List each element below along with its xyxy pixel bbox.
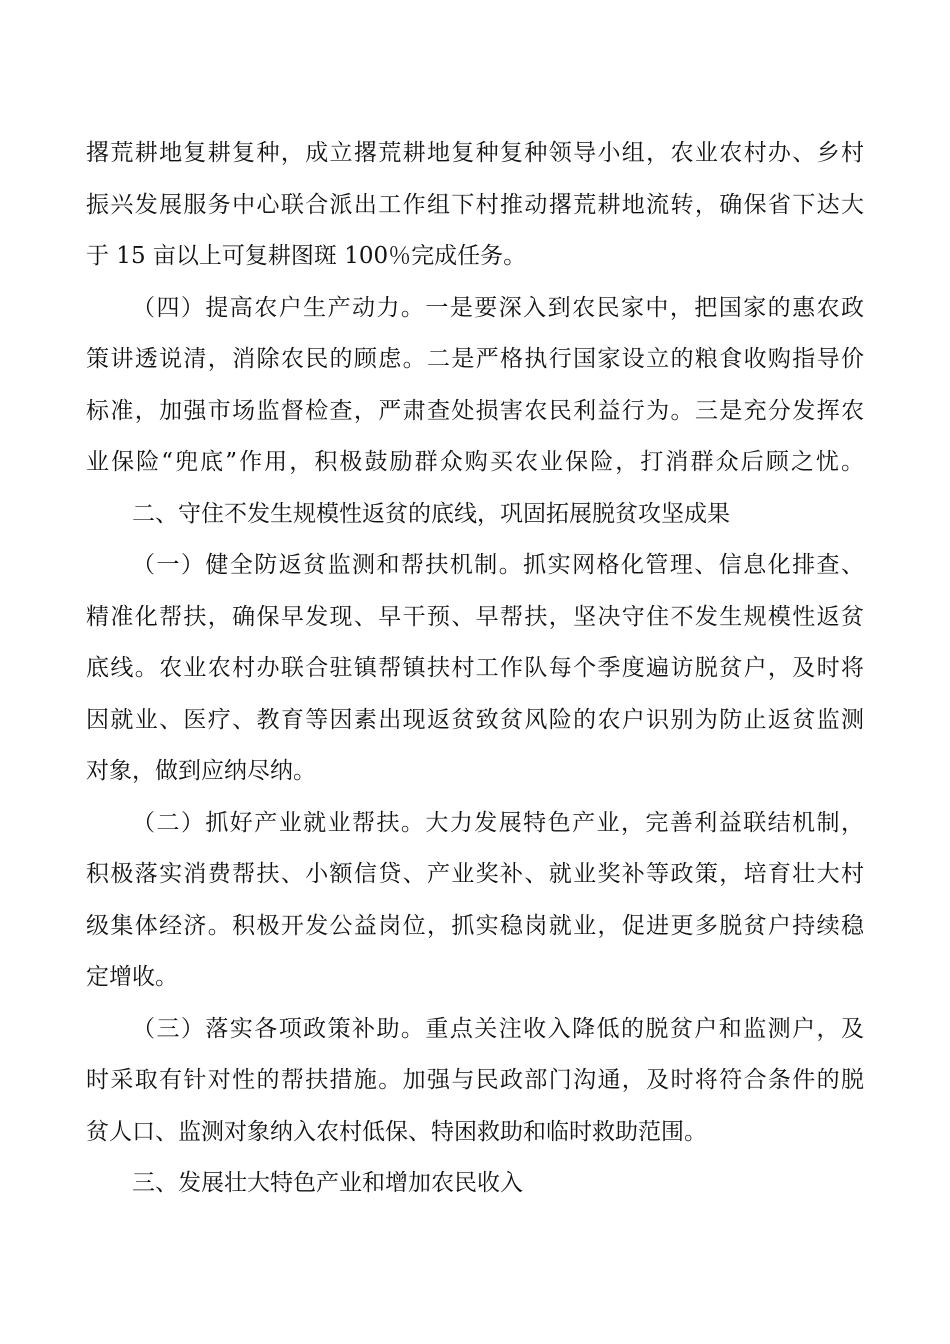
section-heading: 三、发展壮大特色产业和增加农民收入 [132,1170,523,1196]
paragraph-line: 定增收。 [86,964,178,990]
paragraph-line: 贫人口、监测对象纳入农村低保、特困救助和临时救助范围。 [86,1118,707,1145]
paragraph-line: 底线。农业农村办联合驻镇帮镇扶村工作队每个季度遍访脱贫户，及时将 [86,655,864,681]
paragraph-line: 撂荒耕地复耕复种，成立撂荒耕地复种复种领导小组，农业农村办、乡村 [86,140,864,166]
paragraph-line: 对象，做到应纳尽纳。 [86,758,316,784]
paragraph-line: （四）提高农户生产动力。一是要深入到农民家中，把国家的惠农政 [132,294,864,321]
paragraph-line: 时采取有针对性的帮扶措施。加强与民政部门沟通，及时将符合条件的脱 [86,1067,864,1093]
paragraph-line: 业保险“兜底”作用，积极鼓励群众购买农业保险，打消群众后顾之忧。 [86,449,864,475]
paragraph-line: （一）健全防返贫监测和帮扶机制。抓实网格化管理、信息化排查、 [132,552,864,578]
paragraph-line: 振兴发展服务中心联合派出工作组下村推动撂荒耕地流转，确保省下达大 [86,191,864,218]
paragraph-line: （三）落实各项政策补助。重点关注收入降低的脱贫户和监测户，及 [132,1015,864,1042]
section-heading: 二、守住不发生规模性返贫的底线，巩固拓展脱贫攻坚成果 [132,500,730,527]
paragraph-line: 标准，加强市场监督检查，严肃查处损害农民利益行为。三是充分发挥农 [86,397,864,424]
paragraph-line: 精准化帮扶，确保早发现、早干预、早帮扶，坚决守住不发生规模性返贫 [86,603,864,630]
paragraph-line: 积极落实消费帮扶、小额信贷、产业奖补、就业奖补等政策，培育壮大村 [86,861,864,887]
paragraph-line: 因就业、医疗、教育等因素出现返贫致贫风险的农户识别为防止返贫监测 [86,706,864,733]
paragraph-line: 于 15 亩以上可复耕图斑 100％完成任务。 [86,243,527,269]
paragraph-line: （二）抓好产业就业帮扶。大力发展特色产业，完善利益联结机制， [132,809,864,836]
paragraph-line: 策讲透说清，消除农民的顾虑。二是严格执行国家设立的粮食收购指导价 [86,346,864,372]
document-body [86,128,864,1210]
paragraph-line: 级集体经济。积极开发公益岗位，抓实稳岗就业，促进更多脱贫户持续稳 [86,912,864,939]
